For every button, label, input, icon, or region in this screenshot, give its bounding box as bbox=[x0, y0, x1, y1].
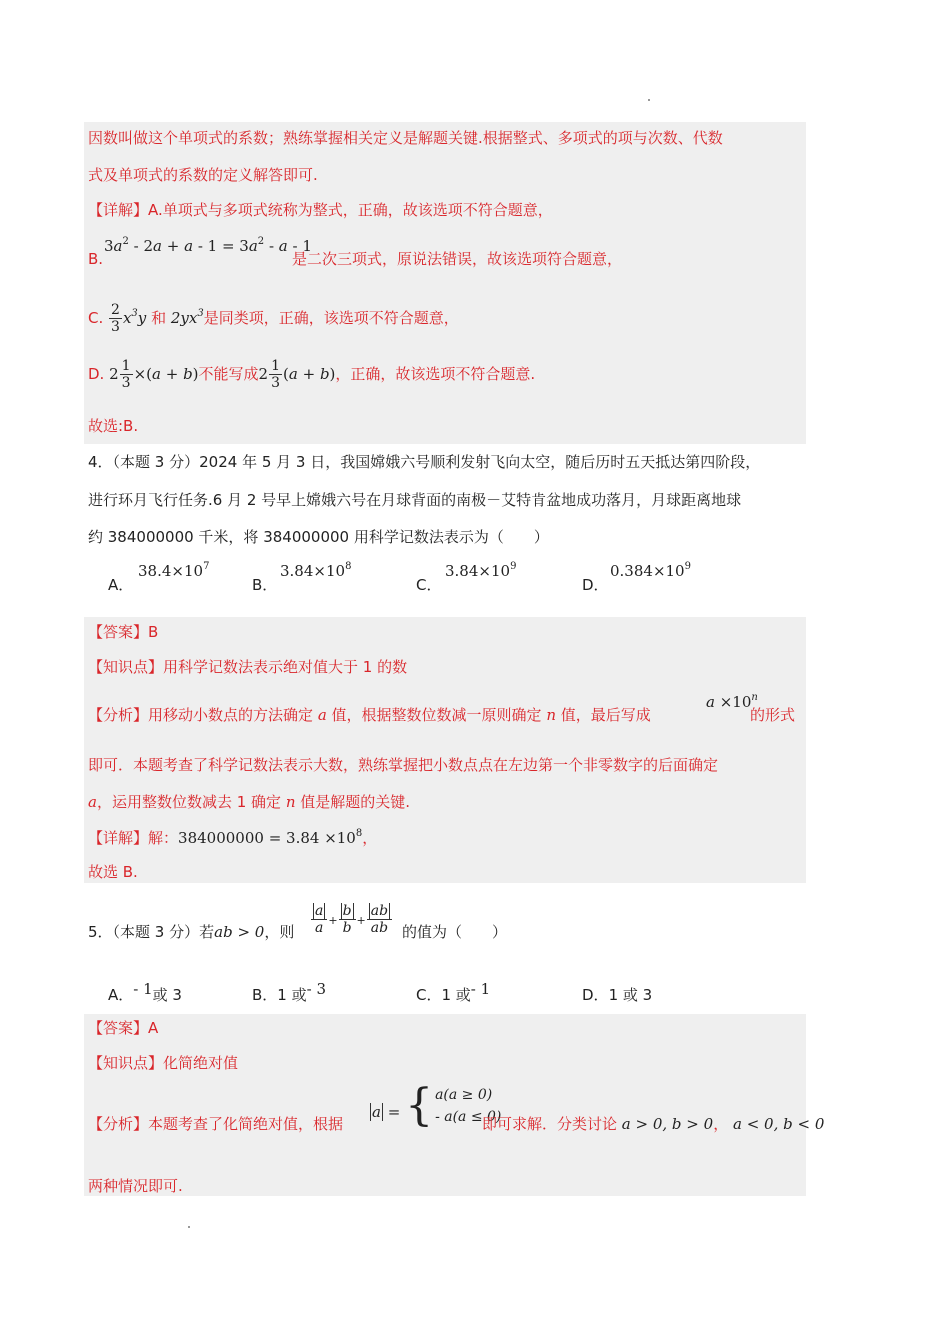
footer-mark bbox=[188, 1226, 190, 1228]
q4-knowledge-point: 【知识点】用科学记数法表示绝对值大于 1 的数 bbox=[88, 658, 408, 676]
q4-line3: 约 384000000 千米，将 384000000 用科学记数法表示为（ ） bbox=[88, 528, 549, 546]
q4-option-c-value: $3.84\times 10^9$ bbox=[445, 561, 517, 580]
q4-line2: 进行环月飞行任务.6 月 2 号早上嫦娥六号在月球背面的南极－艾特肯盆地成功落月，月球距离地球 bbox=[88, 491, 742, 509]
q5-option-a[interactable]: A．- 1或 3 bbox=[108, 980, 182, 1004]
q5-option-d[interactable]: D．1 或 3 bbox=[582, 986, 653, 1004]
q5-option-b[interactable]: B．1 或- 3 bbox=[252, 980, 326, 1004]
q4-analysis-line3: a，运用整数位数减去 1 确定 n 值是解题的关键. bbox=[88, 793, 411, 811]
c-text: 是同类项，正确，该选项不符合题意， bbox=[203, 309, 459, 327]
q4-option-d-value: $0.384\times 10^9$ bbox=[610, 561, 691, 580]
q5-analysis-line1-mid: 即可求解．分类讨论 a > 0, b > 0， a < 0, b < 0 bbox=[482, 1115, 825, 1133]
d-text2: ，正确，故该选项不符合题意. bbox=[335, 365, 536, 383]
q4-option-a[interactable]: A． bbox=[108, 576, 134, 594]
q3-detail-a bbox=[88, 200, 553, 220]
q3-b-formula: $3a^2 - 2a + a - 1 = 3a^2 - a - 1$ bbox=[104, 236, 312, 255]
d-text1: 不能写成 bbox=[198, 365, 259, 383]
q5-question-prefix: 5．（本题 3 分）若ab > 0，则 bbox=[88, 923, 295, 941]
q5-knowledge-point: 【知识点】化简绝对值 bbox=[88, 1054, 239, 1072]
q3-analysis-line1: 因数叫做这个单项式的系数；熟练掌握相关定义是解题关键.根据整式、多项式的项与次数、代数 bbox=[88, 129, 723, 147]
q4-a-x-10n: $a \times 10^n$ bbox=[706, 692, 758, 711]
d-label: D. bbox=[88, 365, 105, 383]
detail-label: 【详解】 bbox=[88, 201, 149, 219]
q4-option-b[interactable]: B． bbox=[252, 576, 278, 594]
q5-analysis-line1: 【分析】本题考查了化简绝对值，根据 bbox=[88, 1115, 344, 1133]
q5-expression: $\frac{a}{a}$ + $\frac{b}{b}$ + $\frac{ab}{ab}$ bbox=[310, 894, 393, 944]
q3-c-line: C. $\frac{2}{3}$ $x^3y$ 和 $2yx^3$是同类项，正确，该选项不符合题意， bbox=[88, 302, 459, 335]
q4-option-a-value: $38.4\times 10^7$ bbox=[138, 561, 210, 580]
q4-option-b-value: $3.84\times 10^8$ bbox=[280, 561, 352, 580]
header-mark bbox=[648, 99, 650, 101]
q4-option-d[interactable]: D． bbox=[582, 576, 609, 594]
detail-a-text: A.单项式与多项式统称为整式，正确，故该选项不符合题意， bbox=[148, 201, 553, 219]
q5-condition: ab > 0 bbox=[214, 923, 265, 941]
q4-detail: 【详解】解：$384000000 = 3.84 \times 10^8$， bbox=[88, 828, 378, 847]
c-label: C. bbox=[88, 309, 104, 327]
q4-conclusion: 故选 B. bbox=[88, 863, 138, 881]
q5-option-c[interactable]: C．1 或- 1 bbox=[416, 980, 491, 1004]
q5-analysis-end: 两种情况即可. bbox=[88, 1177, 183, 1195]
q4-detail-expr: 384000000 = 3.84 ×10 bbox=[178, 829, 356, 847]
q4-analysis-line1-end: 的形式 bbox=[750, 706, 796, 724]
q4-option-c[interactable]: C． bbox=[416, 576, 442, 594]
q4-analysis-line2: 即可．本题考查了科学记数法表示大数，熟练掌握把小数点点在左边第一个非零数字的后面确定 bbox=[88, 756, 719, 774]
fraction-2-3: $\frac{2}{3}$ bbox=[111, 302, 120, 335]
q4-analysis-line1: 【分析】用移动小数点的方法确定 a 值，根据整数位数减一原则确定 n 值，最后写成 bbox=[88, 706, 651, 724]
q4-line1: 4．（本题 3 分）2024 年 5 月 3 日，我国嫦娥六号顺利发射飞向太空，随后历时五天抵达第四阶段， bbox=[88, 453, 761, 471]
q4-answer: 【答案】B bbox=[88, 623, 159, 641]
q3-conclusion: 故选:B. bbox=[88, 417, 139, 435]
q5-question-suffix: 的值为（ ） bbox=[402, 923, 508, 941]
q5-abs-definition: a = { a(a ≥ 0) - a(a ≤ 0) bbox=[372, 1080, 502, 1131]
q3-b-label: B. bbox=[88, 250, 104, 268]
q3-d-line: D. 2 $\frac{1}{3}$ ×(a + b)不能写成2 $\frac{1}{3}$ (a + b)，正确，故该选项不符合题意. bbox=[88, 358, 536, 391]
q3-analysis-line2: 式及单项式的系数的定义解答即可. bbox=[88, 166, 318, 184]
q3-b-text: 是二次三项式，原说法错误，故该选项符合题意， bbox=[292, 250, 623, 268]
q5-answer: 【答案】A bbox=[88, 1019, 159, 1037]
c-and: 和 bbox=[151, 309, 167, 327]
